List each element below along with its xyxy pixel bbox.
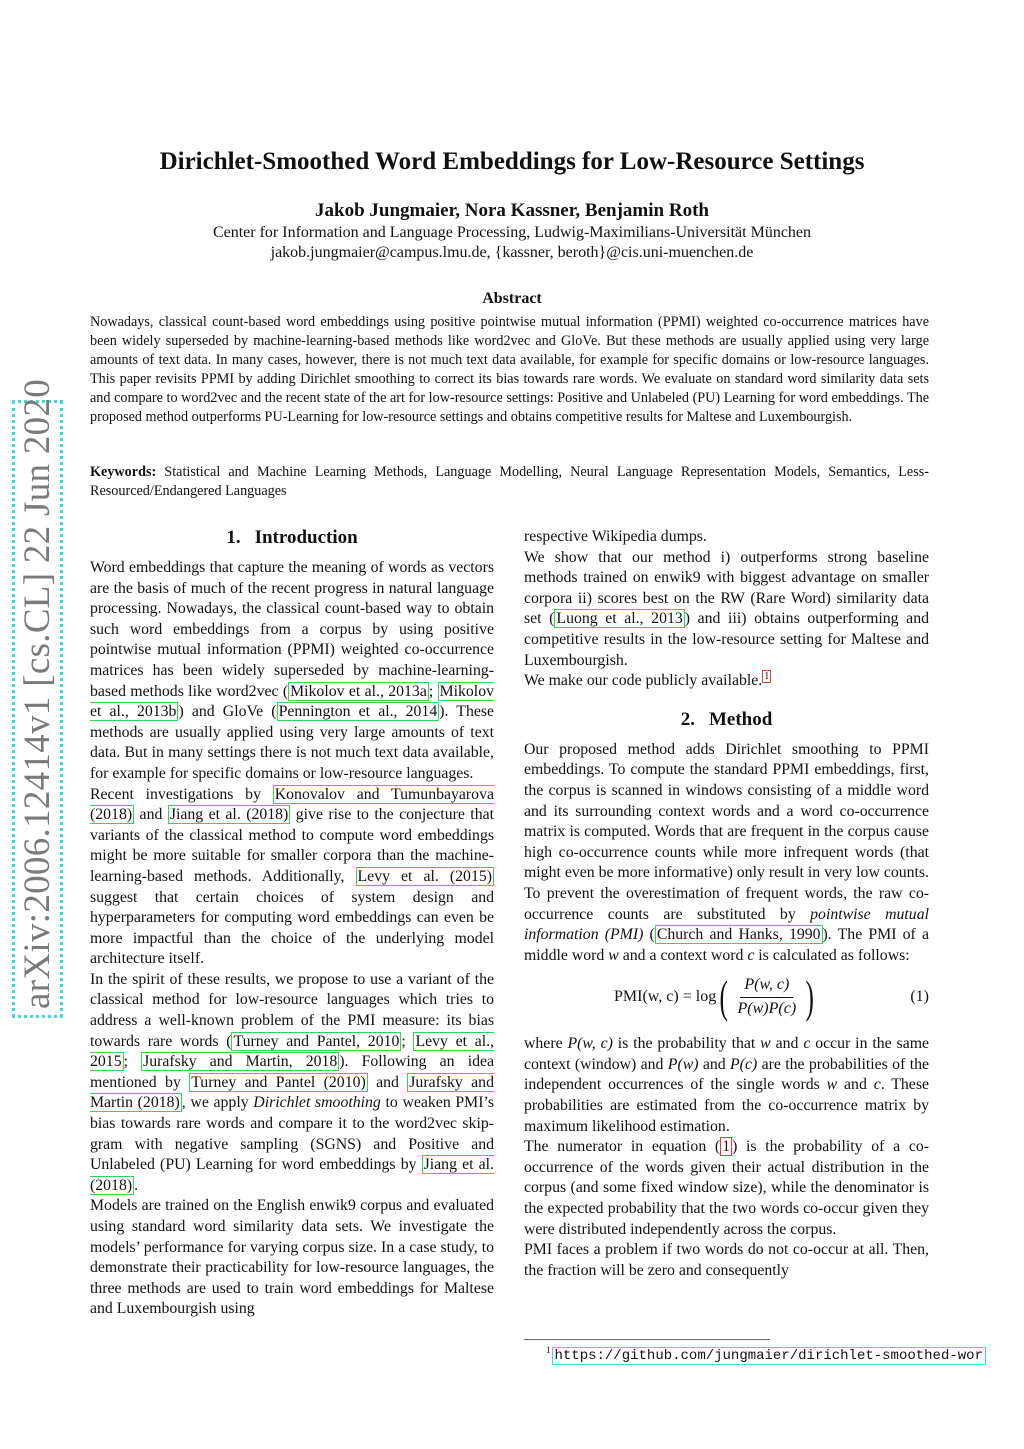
emphasis: Dirichlet smoothing (253, 1094, 381, 1112)
method-paragraph-1: Our proposed method adds Dirichlet smoothing to PPMI embeddings. To compute the standard PPMI embeddings, first, the corpus is scanned in windows consisting of a middle word and its surrounding context words and a word co-occurrence matrix is computed. Words that are frequent in the corpus cause high co-occurrence counts while more infrequent words (that might even be more informative) only result in very low counts. To prevent the overestimation of frequent words, the raw co-occurrence counts are substituted by pointwise mutual information (PMI) ( Church and Hanks, 1990 ). The PMI of a middle word w and a context word c is calculated as follows: (524, 740, 929, 964)
abstract-heading: Abstract (482, 290, 542, 307)
citation-link[interactable]: Turney and Pantel (2010) (191, 1073, 366, 1091)
citation-link[interactable]: Levy et al., 2015 (90, 1032, 494, 1071)
citation-link[interactable]: Pennington et al., 2014 (278, 703, 438, 721)
section-title: Method (708, 708, 773, 730)
equation-lhs: PMI(w, c) = log (614, 987, 717, 1005)
intro-paragraph-1: Word embeddings that capture the meaning of words as vectors are the basis of much of the recent progress in natural language processing. Nowadays, the classical count-based way to obtain such word embeddings from a corpus by using positive pointwise mutual information (PPMI) weighted co-occurrence matrices has been widely superseded by machine-learning-based methods like word2vec ( Mikolov et al., 2013a ; Mikolov et al., 2013b ) and GloVe ( Pennington et al., 2014 ). These methods are usually applied using very large amounts of text data. But in many settings there is not much text data available, for example for specific domains or low-resource languages. (90, 559, 495, 782)
footnote-marker-link[interactable]: 1 (764, 670, 770, 682)
citation-link[interactable]: Jurafsky and Martin (2018) (90, 1073, 494, 1112)
keywords (90, 463, 929, 501)
paper-authors: Jakob Jungmaier, Nora Kassner, Benjamin Roth (315, 200, 709, 221)
right-column (524, 527, 929, 1281)
paper-title: Dirichlet-Smoothed Word Embeddings for Low-Resource Settings (159, 148, 865, 175)
footnote-rule (524, 1339, 770, 1340)
citation-link[interactable]: Mikolov et al., 2013a (290, 682, 427, 700)
intro-paragraph-3: In the spirit of these results, we propose to use a variant of the classical method for low-resource languages which tries to address a well-known problem of the PMI measure: its bias towards rare words ( Turney and Pantel, 2010 ; Levy et al., 2015 ; Jurafsky and Martin, 2018 ). Following an idea mentioned by Turney and Pantel (2010) and Jurafsky and Martin (2018) , we apply Dirichlet smoothing to weaken PMI’s bias towards rare words and compare it to the word2vec skip-gram with negative sampling (SGNS) and Positive and Unlabeled (PU) Learning for word embeddings by Jiang et al. (2018) . (90, 970, 495, 1194)
intro-paragraph-4: Models are trained on the English enwik9 corpus and evaluated using standard word similarity data sets. We investigate the models’ performance for varying corpus size. In a case study, to demonstrate their practicability for low-resource languages, the three methods are used to train word embeddings for Maltese and Luxembourgish using (90, 1197, 494, 1318)
citation-link[interactable]: Jurafsky and Martin, 2018 (143, 1053, 338, 1071)
section-heading-method (524, 708, 929, 732)
abstract-text: Nowadays, classical count-based word embeddings using positive pointwise mutual information (PPMI) weighted co-occurrence matrices have been widely superseded by machine-learning-based methods like word2vec and GloVe. But these methods are usually applied using very large amounts of text data. In many cases, however, there is not much text data available, for example for specific domains or low-resource languages. This paper revisits PPMI by adding Dirichlet smoothing to correct its bias towards rare words. We evaluate on standard word similarity data sets and compare to word2vec and the recent state of the art for low-resource settings: Positive and Unlabeled (PU) Learning for word embeddings. The proposed method outperforms PU-Learning for low-resource settings and obtains competitive results for Maltese and Luxembourgish. (90, 314, 929, 425)
citation-link[interactable]: Jiang et al. (2018) (169, 806, 289, 824)
method-paragraph-2: where P(w, c) is the probability that w and c occur in the same context (window) and P(w) and P(c) are the probabilities of the independent occurrences of the single words w and c. These probabilities are estimated from the co-occurrence matrix by maximum likelihood estimation. (524, 1035, 930, 1135)
citation-link[interactable]: Jiang et al. (2018) (90, 1156, 494, 1194)
intro-paragraph-4-continued: respective Wikipedia dumps. (524, 528, 707, 545)
left-column (90, 526, 494, 1320)
citation-link[interactable]: Levy et al. (2015) (357, 867, 492, 885)
equation-number: (1) (910, 988, 929, 1006)
citation-link[interactable]: Turney and Pantel, 2010 (233, 1032, 400, 1050)
section-heading-introduction (90, 526, 494, 550)
citation-link[interactable]: Mikolov et al., 2013b (90, 682, 494, 721)
footnote-url-link[interactable]: https://github.com/jungmaier/dirichlet-smoothed-wor (552, 1347, 986, 1365)
equation-fraction (734, 975, 801, 1019)
method-paragraph-3: The numerator in equation ( 1 ) is the probability of a co-occurrence of the words given their actual distribution in the corpus (and some fixed window size), while the denominator is the expected probability that the two words co-occur given they were distributed independently across the corpus. (524, 1138, 929, 1238)
keywords-text: Statistical and Machine Learning Methods, Language Modelling, Neural Language Representation Models, Semantics, Less-Resourced/Endangered Languages (90, 464, 929, 499)
right-paren: ) (805, 971, 815, 1023)
equation-pmi (524, 972, 929, 1024)
intro-paragraph-5: We show that our method i) outperforms strong baseline methods trained on enwik9 with biggest advantage on smaller corpora ii) scores best on the RW (Rare Word) similarity data set ( Luong et al., 2013 ) and iii) obtains outperforming and competitive results in the low-resource setting for Maltese and Luxembourgish. (524, 548, 929, 669)
equation-numerator: P(w, c) (740, 975, 793, 998)
keywords-label: Keywords: (90, 464, 157, 480)
method-paragraph-4: PMI faces a problem if two words do not co-occur at all. Then, the fraction will be zero and consequently (524, 1241, 929, 1279)
paper-affiliation: Center for Information and Language Processing, Ludwig-Maximilians-Universität München (212, 224, 812, 241)
intro-paragraph-2: Recent investigations by Konovalov and Tumunbayarova (2018) and Jiang et al. (2018) give rise to the conjecture that variants of the classical method to compute word embeddings might be more suitable for smaller corpora than the machine-learning-based methods. Additionally, Levy et al. (2015) suggest that certain choices of system design and hyperparameters for computing word embeddings can even be more impactful than the choice of the underlying model architecture itself. (90, 785, 494, 968)
footnote-mark: 1 (546, 1345, 551, 1355)
section-number: 1. (226, 527, 241, 548)
intro-paragraph-6: We make our code publicly available. $^1$ (524, 670, 770, 690)
citation-link[interactable]: Luong et al., 2013 (556, 610, 683, 628)
equation-denominator: P(w)P(c) (737, 999, 797, 1017)
section-title: Introduction (254, 527, 358, 548)
paper-emails: jakob.jungmaier@campus.lmu.de, {kassner, beroth}@cis.uni-muenchen.de (270, 244, 754, 261)
left-paren: ( (719, 971, 729, 1023)
emphasis: pointwise mutual information (PMI) (524, 905, 929, 944)
arxiv-stamp: arXiv:2006.12414v1 [cs.CL] 22 Jun 2020 (12, 400, 63, 1018)
citation-link[interactable]: Konovalov and Tumunbayarova (2018) (90, 785, 494, 824)
section-number: 2. (680, 708, 695, 730)
equation-ref-link[interactable]: 1 (722, 1138, 731, 1156)
footnote (546, 1345, 986, 1364)
citation-link[interactable]: Church and Hanks, 1990 (656, 926, 821, 944)
